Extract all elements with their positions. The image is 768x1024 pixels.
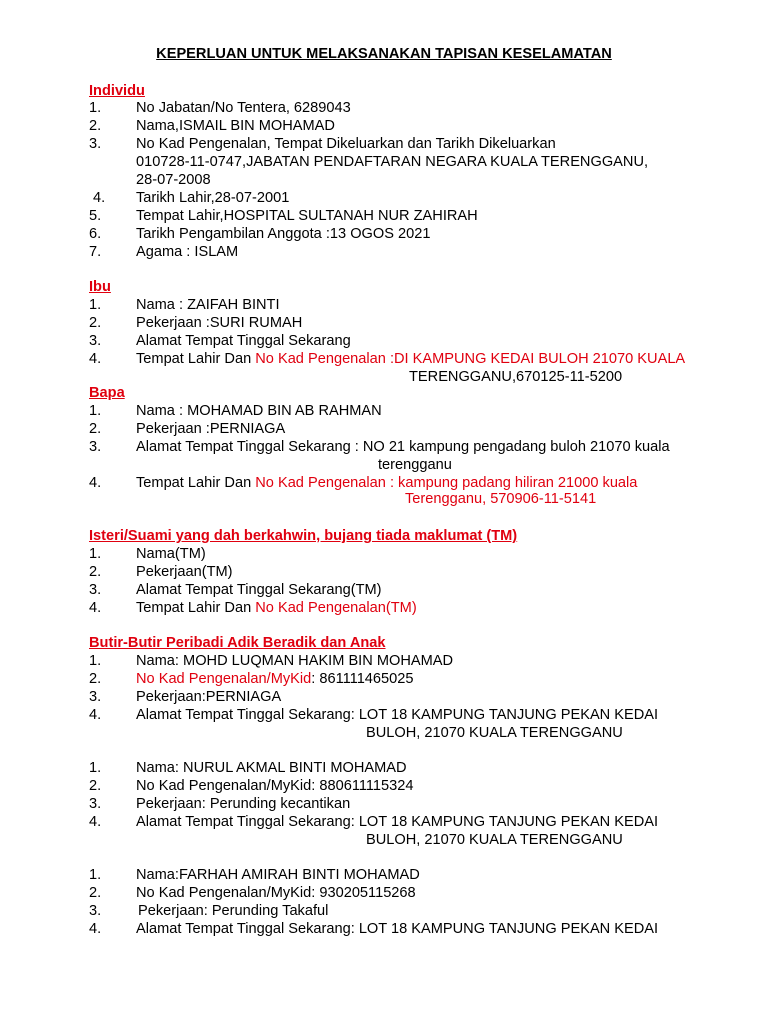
item-number: 1. <box>89 100 102 116</box>
list-item <box>0 600 768 618</box>
item-number: 1. <box>89 760 102 776</box>
item-number: 4. <box>89 921 102 937</box>
item-continuation: 010728-11-0747,JABATAN PENDAFTARAN NEGARA KUALA TERENGGANU, <box>136 154 649 170</box>
item-number: 3. <box>89 903 102 919</box>
item-number: 4. <box>89 351 102 367</box>
item-text: Nama:FARHAH AMIRAH BINTI MOHAMAD <box>136 867 420 883</box>
section-heading-individu: Individu <box>89 83 145 99</box>
item-number: 1. <box>89 653 102 669</box>
item-number: 2. <box>89 671 102 687</box>
item-text: Nama: NURUL AKMAL BINTI MOHAMAD <box>136 760 407 776</box>
item-text <box>136 475 637 491</box>
item-number: 3. <box>89 333 102 349</box>
section-heading-adik-beradik: Butir-Butir Peribadi Adik Beradik dan Anak <box>89 635 386 651</box>
item-number: 4. <box>89 475 102 491</box>
item-number: 1. <box>89 297 102 313</box>
item-text: Alamat Tempat Tinggal Sekarang: LOT 18 KAMPUNG TANJUNG PEKAN KEDAI <box>136 814 659 830</box>
item-text: No Kad Pengenalan, Tempat Dikeluarkan dan Tarikh Dikeluarkan <box>136 136 556 152</box>
list-item <box>0 351 768 369</box>
list-item <box>0 921 768 939</box>
list-item <box>0 689 768 707</box>
item-text: Pekerjaan :SURI RUMAH <box>136 315 303 331</box>
item-label: Tempat Lahir Dan <box>136 351 256 367</box>
item-text: Tarikh Lahir,28-07-2001 <box>136 190 290 206</box>
item-number: 2. <box>89 118 102 134</box>
section-heading-pasangan: Isteri/Suami yang dah berkahwin, bujang tiada maklumat (TM) <box>89 528 518 544</box>
document-title: KEPERLUAN UNTUK MELAKSANAKAN TAPISAN KESELAMATAN <box>156 46 612 62</box>
list-item <box>0 333 768 351</box>
item-continuation: BULOH, 21070 KUALA TERENGGANU <box>366 725 623 741</box>
item-text: No Kad Pengenalan/MyKid: 930205115268 <box>136 885 416 901</box>
item-label: Tempat Lahir Dan <box>136 475 256 491</box>
item-continuation: terengganu <box>378 457 452 473</box>
item-text: Alamat Tempat Tinggal Sekarang(TM) <box>136 582 382 598</box>
item-highlight: No Kad Pengenalan : kampung padang hiliran 21000 kuala <box>255 475 638 491</box>
list-item <box>0 297 768 315</box>
list-item <box>0 885 768 903</box>
item-number: 4. <box>89 707 102 723</box>
list-item <box>0 136 768 154</box>
list-item <box>0 244 768 262</box>
item-highlight: No Kad Pengenalan/MyKid <box>136 671 312 687</box>
item-number: 6. <box>89 226 102 242</box>
list-item <box>0 671 768 689</box>
item-number: 2. <box>89 315 102 331</box>
list-item <box>0 707 768 725</box>
item-text: Tarikh Pengambilan Anggota :13 OGOS 2021 <box>136 226 431 242</box>
item-number: 2. <box>89 885 102 901</box>
item-text: Alamat Tempat Tinggal Sekarang: LOT 18 KAMPUNG TANJUNG PEKAN KEDAI <box>136 707 659 723</box>
item-continuation: TERENGGANU,670125-11-5200 <box>409 369 623 385</box>
list-item <box>0 315 768 333</box>
item-text: Nama: MOHD LUQMAN HAKIM BIN MOHAMAD <box>136 653 454 669</box>
item-continuation: 28-07-2008 <box>136 172 211 188</box>
list-item <box>0 653 768 671</box>
item-text: Agama : ISLAM <box>136 244 239 260</box>
item-text <box>136 671 414 687</box>
item-highlight: No Kad Pengenalan(TM) <box>255 600 417 616</box>
item-text: Nama : MOHAMAD BIN AB RAHMAN <box>136 403 382 419</box>
item-number: 3. <box>89 582 102 598</box>
item-number: 3. <box>89 136 102 152</box>
item-continuation: BULOH, 21070 KUALA TERENGGANU <box>366 832 623 848</box>
item-text <box>136 600 417 616</box>
item-text: Tempat Lahir,HOSPITAL SULTANAH NUR ZAHIRAH <box>136 208 478 224</box>
section-heading-ibu: Ibu <box>89 279 111 295</box>
section-heading-bapa: Bapa <box>89 385 125 401</box>
list-item <box>0 118 768 136</box>
item-number: 2. <box>89 564 102 580</box>
item-number: 3. <box>89 796 102 812</box>
item-highlight: No Kad Pengenalan :DI KAMPUNG KEDAI BULOH 21070 KUALA <box>255 351 686 367</box>
list-item <box>0 903 768 921</box>
list-item <box>0 208 768 226</box>
list-item <box>0 226 768 244</box>
item-number: 2. <box>89 778 102 794</box>
item-text: Pekerjaan :PERNIAGA <box>136 421 286 437</box>
item-text: Pekerjaan: Perunding Takaful <box>138 903 329 919</box>
list-item <box>0 796 768 814</box>
item-number: 1. <box>89 403 102 419</box>
list-item <box>0 421 768 439</box>
item-label: Tempat Lahir Dan <box>136 600 256 616</box>
list-item <box>0 564 768 582</box>
item-text: No Kad Pengenalan/MyKid: 880611115324 <box>136 778 414 794</box>
item-text: Nama : ZAIFAH BINTI <box>136 297 280 313</box>
item-text: Pekerjaan: Perunding kecantikan <box>136 796 351 812</box>
list-item <box>0 439 768 457</box>
item-number: 3. <box>89 689 102 705</box>
item-number: 1. <box>89 546 102 562</box>
item-text <box>136 351 685 367</box>
item-number: 2. <box>89 421 102 437</box>
item-text: Alamat Tempat Tinggal Sekarang <box>136 333 351 349</box>
list-item <box>0 582 768 600</box>
item-text: Alamat Tempat Tinggal Sekarang : NO 21 kampung pengadang buloh 21070 kuala <box>136 439 670 455</box>
item-number: 5. <box>89 208 102 224</box>
list-item <box>0 814 768 832</box>
item-number: 7. <box>89 244 102 260</box>
list-item <box>0 403 768 421</box>
item-text: Alamat Tempat Tinggal Sekarang: LOT 18 KAMPUNG TANJUNG PEKAN KEDAI <box>136 921 659 937</box>
item-value: : 861111465025 <box>311 671 414 687</box>
item-text: No Jabatan/No Tentera, 6289043 <box>136 100 351 116</box>
list-item <box>0 760 768 778</box>
item-number: 4. <box>93 190 106 206</box>
item-text: Pekerjaan:PERNIAGA <box>136 689 282 705</box>
list-item <box>0 546 768 564</box>
list-item <box>0 778 768 796</box>
list-item <box>0 190 768 208</box>
item-number: 1. <box>89 867 102 883</box>
item-number: 4. <box>89 600 102 616</box>
item-number: 4. <box>89 814 102 830</box>
item-text: Nama,ISMAIL BIN MOHAMAD <box>136 118 335 134</box>
item-text: Pekerjaan(TM) <box>136 564 233 580</box>
item-number: 3. <box>89 439 102 455</box>
list-item <box>0 867 768 885</box>
list-item <box>0 100 768 118</box>
list-item <box>0 475 768 493</box>
item-continuation: Terengganu, 570906-11-5141 <box>405 491 597 507</box>
item-text: Nama(TM) <box>136 546 206 562</box>
